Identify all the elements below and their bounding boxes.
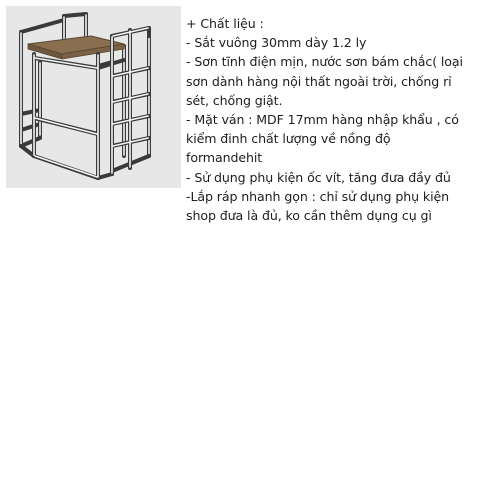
- product-specifications: [186, 14, 492, 225]
- product-image: [6, 6, 181, 188]
- spec-line: - Sử dụng phụ kiện ốc vít, tăng đưa đầy đủ: [186, 169, 451, 185]
- spec-line: formandehit: [186, 150, 263, 166]
- spec-line: -Lắp ráp nhanh gọn : chỉ sử dụng phụ kiện: [186, 188, 450, 204]
- spec-line: - Sơn tĩnh điện mịn, nước sơn bám chắc( loại: [186, 54, 463, 70]
- spec-line: kiểm đinh chất lượng về nồng độ: [186, 131, 391, 147]
- spec-line: - Mặt ván : MDF 17mm hàng nhập khẩu , có: [186, 112, 459, 128]
- bar-table-icon: [6, 6, 181, 188]
- spec-line: + Chất liệu :: [186, 16, 264, 31]
- spec-line: - Sắt vuông 30mm dày 1.2 ly: [186, 35, 367, 51]
- spec-line: sét, chống giật.: [186, 92, 283, 108]
- spec-line: shop đưa là đủ, ko cần thêm dụng cụ gì: [186, 208, 432, 224]
- spec-line: sơn dành hàng nội thất ngoài trời, chống rỉ: [186, 73, 452, 89]
